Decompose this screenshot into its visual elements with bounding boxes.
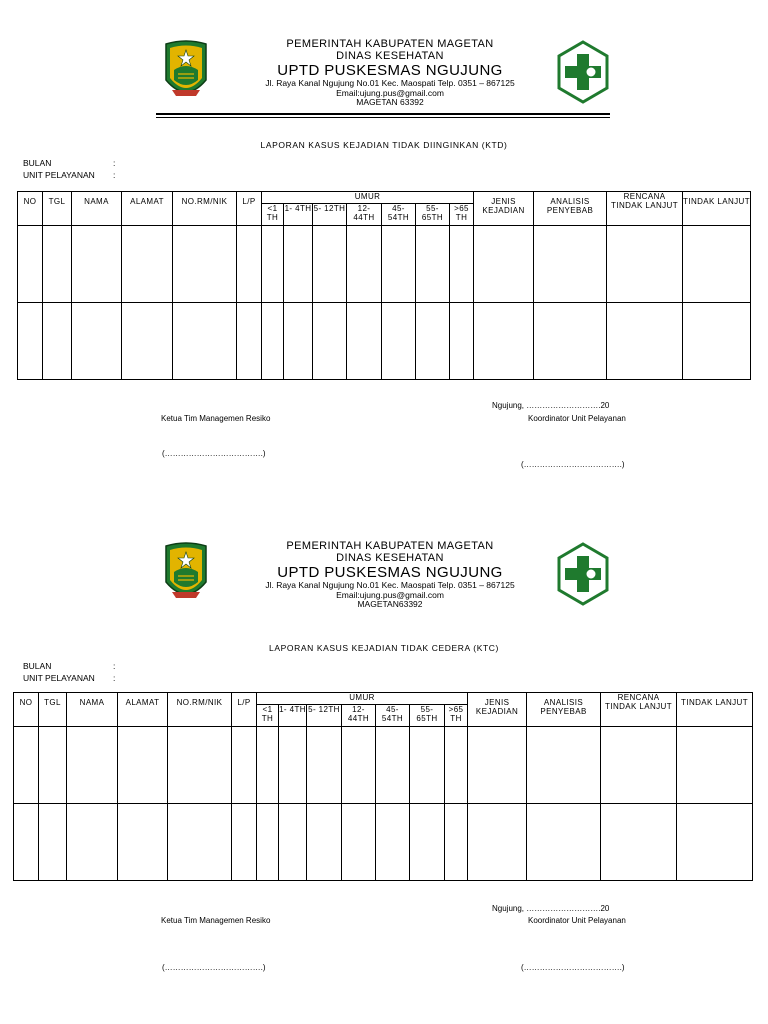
report-title: LAPORAN KASUS KEJADIAN TIDAK CEDERA (KTC): [269, 643, 499, 653]
col-umur: UMUR: [262, 192, 474, 204]
col-no: NO: [14, 693, 39, 727]
right-signer-role: Koordinator Unit Pelayanan: [528, 916, 626, 925]
col-nama: NAMA: [72, 192, 122, 226]
col-norm: NO.RM/NIK: [173, 192, 237, 226]
kabupaten-magetan-logo: [160, 40, 212, 104]
letterhead-rule: [156, 113, 610, 118]
col-alamat: ALAMAT: [122, 192, 173, 226]
table-row: [14, 804, 753, 881]
col-tgl: TGL: [39, 693, 67, 727]
office-name: DINAS KESEHATAN: [336, 552, 444, 565]
table-row: [14, 727, 753, 804]
col-jenis: JENIS KEJADIAN: [474, 192, 534, 226]
month-colon: :: [113, 158, 116, 168]
age-45-54: 45- 54TH: [376, 705, 410, 727]
age-lt1: <1 TH: [262, 204, 284, 226]
address: Jl. Raya Kanal Ngujung No.01 Kec. Maospati Telp. 0351 – 867125: [265, 580, 515, 591]
place-date: Ngujung, ……………………….20: [492, 904, 610, 913]
month-colon: :: [113, 661, 116, 671]
unit-label: UNIT PELAYANAN: [23, 673, 95, 683]
left-signer-role: Ketua Tim Managemen Resiko: [161, 916, 271, 925]
unit-label: UNIT PELAYANAN: [23, 170, 95, 180]
col-tindak: TINDAK LANJUT: [677, 693, 753, 727]
puskesmas-logo: [557, 542, 609, 606]
age-5-12: 5- 12TH: [313, 204, 347, 226]
left-signature-blank: (……………………………….): [162, 963, 266, 972]
right-signature-blank: (……………………………….): [521, 963, 625, 972]
col-rencana: RENCANA TINDAK LANJUT: [607, 192, 683, 226]
col-no: NO: [18, 192, 43, 226]
institution-name: UPTD PUSKESMAS NGUJUNG: [277, 61, 503, 79]
report-meta: [23, 157, 115, 181]
col-lp: L/P: [232, 693, 257, 727]
right-signer-role: Koordinator Unit Pelayanan: [528, 414, 626, 423]
institution-name: UPTD PUSKESMAS NGUJUNG: [277, 563, 503, 581]
report-title: LAPORAN KASUS KEJADIAN TIDAK DIINGINKAN (KTD): [260, 140, 508, 150]
age-55-65: 55- 65TH: [416, 204, 450, 226]
col-rencana: RENCANA TINDAK LANJUT: [601, 693, 677, 727]
age-1-4: 1- 4TH: [279, 705, 307, 727]
right-signature-blank: (……………………………….): [521, 460, 625, 469]
col-lp: L/P: [237, 192, 262, 226]
age-1-4: 1- 4TH: [284, 204, 313, 226]
col-alamat: ALAMAT: [118, 693, 168, 727]
month-label: BULAN: [23, 158, 52, 168]
col-analisis: ANALISIS PENYEBAB: [527, 693, 601, 727]
report-table: [13, 692, 753, 881]
age-lt1: <1 TH: [257, 705, 279, 727]
letterhead: [0, 38, 768, 120]
col-norm: NO.RM/NIK: [168, 693, 232, 727]
report-meta: [23, 660, 115, 684]
age-12-44: 12- 44TH: [342, 705, 376, 727]
col-nama: NAMA: [67, 693, 118, 727]
city-postcode: MAGETAN 63392: [356, 97, 424, 108]
age-5-12: 5- 12TH: [307, 705, 342, 727]
city-postcode: MAGETAN63392: [357, 599, 423, 610]
report-table: [17, 191, 751, 380]
age-12-44: 12- 44TH: [347, 204, 382, 226]
age-gt65: >65 TH: [450, 204, 474, 226]
unit-colon: :: [113, 170, 116, 180]
table-row: [18, 226, 751, 303]
government-name: PEMERINTAH KABUPATEN MAGETAN: [286, 38, 494, 50]
age-45-54: 45- 54TH: [382, 204, 416, 226]
left-signer-role: Ketua Tim Managemen Resiko: [161, 414, 271, 423]
letterhead: [0, 540, 768, 622]
email: Email:ujung.pus@gmail.com: [336, 87, 444, 98]
government-name: PEMERINTAH KABUPATEN MAGETAN: [286, 540, 494, 552]
age-55-65: 55- 65TH: [410, 705, 445, 727]
kabupaten-magetan-logo: [160, 542, 212, 606]
col-analisis: ANALISIS PENYEBAB: [534, 192, 607, 226]
letterhead-text: [240, 540, 540, 610]
month-label: BULAN: [23, 661, 52, 671]
age-gt65: >65 TH: [445, 705, 468, 727]
place-date: Ngujung, ……………………….20: [492, 401, 610, 410]
col-umur: UMUR: [257, 693, 468, 705]
left-signature-blank: (……………………………….): [162, 449, 266, 458]
letterhead-text: [240, 38, 540, 108]
unit-colon: :: [113, 673, 116, 683]
address: Jl. Raya Kanal Ngujung No.01 Kec. Maospati Telp. 0351 – 867125: [265, 78, 515, 89]
col-tgl: TGL: [43, 192, 72, 226]
col-tindak: TINDAK LANJUT: [683, 192, 751, 226]
table-row: [18, 303, 751, 380]
office-name: DINAS KESEHATAN: [336, 50, 444, 63]
email: Email:ujung.pus@gmail.com: [336, 589, 444, 600]
puskesmas-logo: [557, 40, 609, 104]
col-jenis: JENIS KEJADIAN: [468, 693, 527, 727]
